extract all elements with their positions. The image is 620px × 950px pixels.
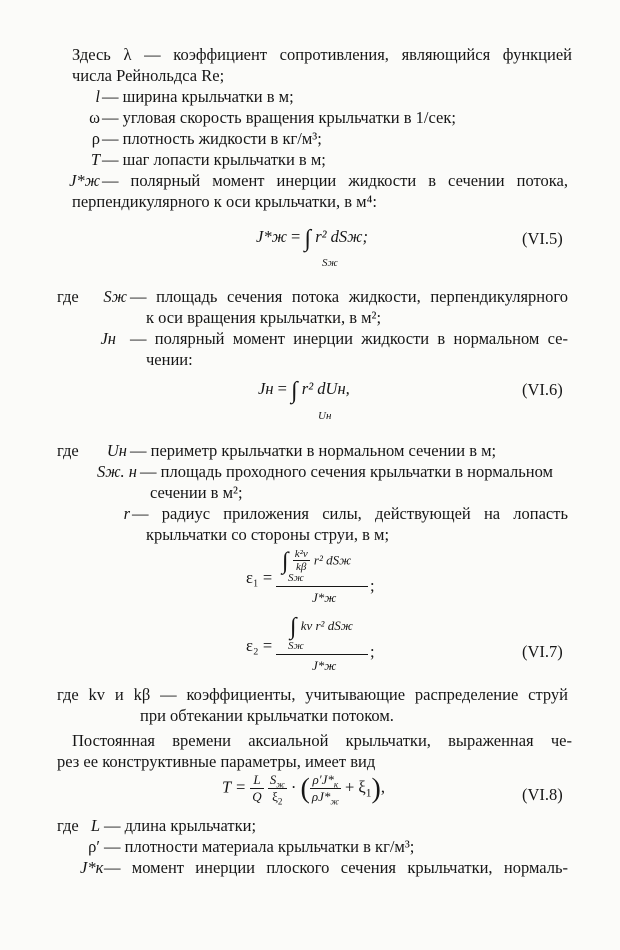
equation-eps2-den: J*ж — [312, 658, 337, 673]
equation-number-vi7: (VI.7) — [522, 642, 563, 661]
para-timeconst-line1: Постоянная времени аксиальной крыльчатки, выраженная че- — [72, 731, 572, 750]
equation-eps2-tail: ; — [370, 642, 375, 661]
equation-eps1-tail: ; — [370, 576, 375, 595]
equation-eps1-limit: Sж — [288, 572, 304, 584]
equation-eps1-num: ∫ $\frac{\text{k²v}}{k\beta}$ r² dSж — [282, 548, 352, 575]
para-coefficients-line1: где kv и kβ — коэффициенты, учитывающие распределение струй — [57, 685, 568, 704]
def-Jzh-cont: перпендикулярного к оси крыльчатки, в м⁴: — [72, 192, 377, 211]
equation-number-vi8: (VI.8) — [522, 785, 563, 804]
equation-vi6: Jн = ∫ r² dUн, — [258, 378, 350, 404]
equation-eps1-den: J*ж — [312, 590, 337, 605]
para-lambda-line2: числа Рейнольдса Re; — [72, 66, 225, 85]
para-timeconst-line2: рез ее конструктивные параметры, имеет вид — [57, 752, 376, 771]
equation-vi6-limit: Uн — [318, 410, 332, 422]
para-coefficients-line2: при обтекании крыльчатки потоком. — [140, 706, 394, 725]
equation-eps1-fraction-bar — [276, 586, 368, 587]
equation-eps2-fraction-bar — [276, 654, 368, 655]
equation-vi5-limit: Sж — [322, 257, 338, 269]
para-lambda-line1: Здесь λ — коэффициент сопротивления, являющийся функцией — [72, 45, 572, 64]
equation-eps2-lhs: ε₂ = — [246, 636, 273, 655]
equation-eps2-num: ∫ kv r² dSж — [290, 614, 353, 640]
equation-eps1-lhs: ε₁ = — [246, 568, 273, 587]
equation-eps2-limit: Sж — [288, 640, 304, 652]
equation-vi5: J*ж = ∫ r² dSж; — [256, 226, 369, 252]
book-page: Здесь λ — коэффициент сопротивления, являющийся функцией числа Рейнольдса Re; l — ширина крыльчатки в м; ω — угловая скорость вращения крыльчатки в 1/сек; ρ — плотность жидкости в кг/м³; T — шаг лопасти крыльчатки в м; J*ж — полярный момент инерции жидкости в сечении потока, перпендикулярного к оси крыльчатки, в м⁴: J*ж = ∫ r² dSж; Sж (VI.5) где Sж — площадь сечения потока жидкости, перпендикулярного к оси вращения крыльчатки, в м²; Jн — полярный момент инерции жидкости в нормальном се- чении: Jн = ∫ r² dUн, Uн (VI.6) где Uн — периметр крыльчатки в нормальном сечении в м; Sж. н — площадь проходного сечения крыльчатки в нормальном сечении в м²; r — радиус приложения силы, действующей на лопасть крыльчатки со стороны струи, в м; ε₁ = ∫ $\frac{\text{k²v}}{k\beta}$ r² dSж Sж J*ж ; ε₂ = ∫ kv r² dSж Sж J*ж ; (VI.7) где kv и kβ — коэффициенты, учитывающие распределение струй при обтекании крыльчатки потоком. Постоянная времени аксиальной крыльчатки, выраженная че- рез ее конструктивные параметры, имеет вид T = $\frac{L}{Q}$ $\frac{S_ж}{\xi_2}$ · ( $\frac{\rho'J*_к}{\rho J*_ж}$ + $\xi_1$), (VI.8) где L — длина крыльчатки; ρ′ — плотности материала крыльчатки в кг/м³; J*к — момент инерции плоского сечения крыльчатки, нормаль- — [57, 45, 572, 877]
equation-vi8: T = $\frac{L}{Q}$ $\frac{S_ж}{\xi_2}$ · ( $\frac{\rho'J*_к}{\rho J*_ж}$ + $\xi_1$), — [222, 772, 385, 807]
equation-number-vi6: (VI.6) — [522, 380, 563, 399]
equation-number-vi5: (VI.5) — [522, 229, 563, 248]
